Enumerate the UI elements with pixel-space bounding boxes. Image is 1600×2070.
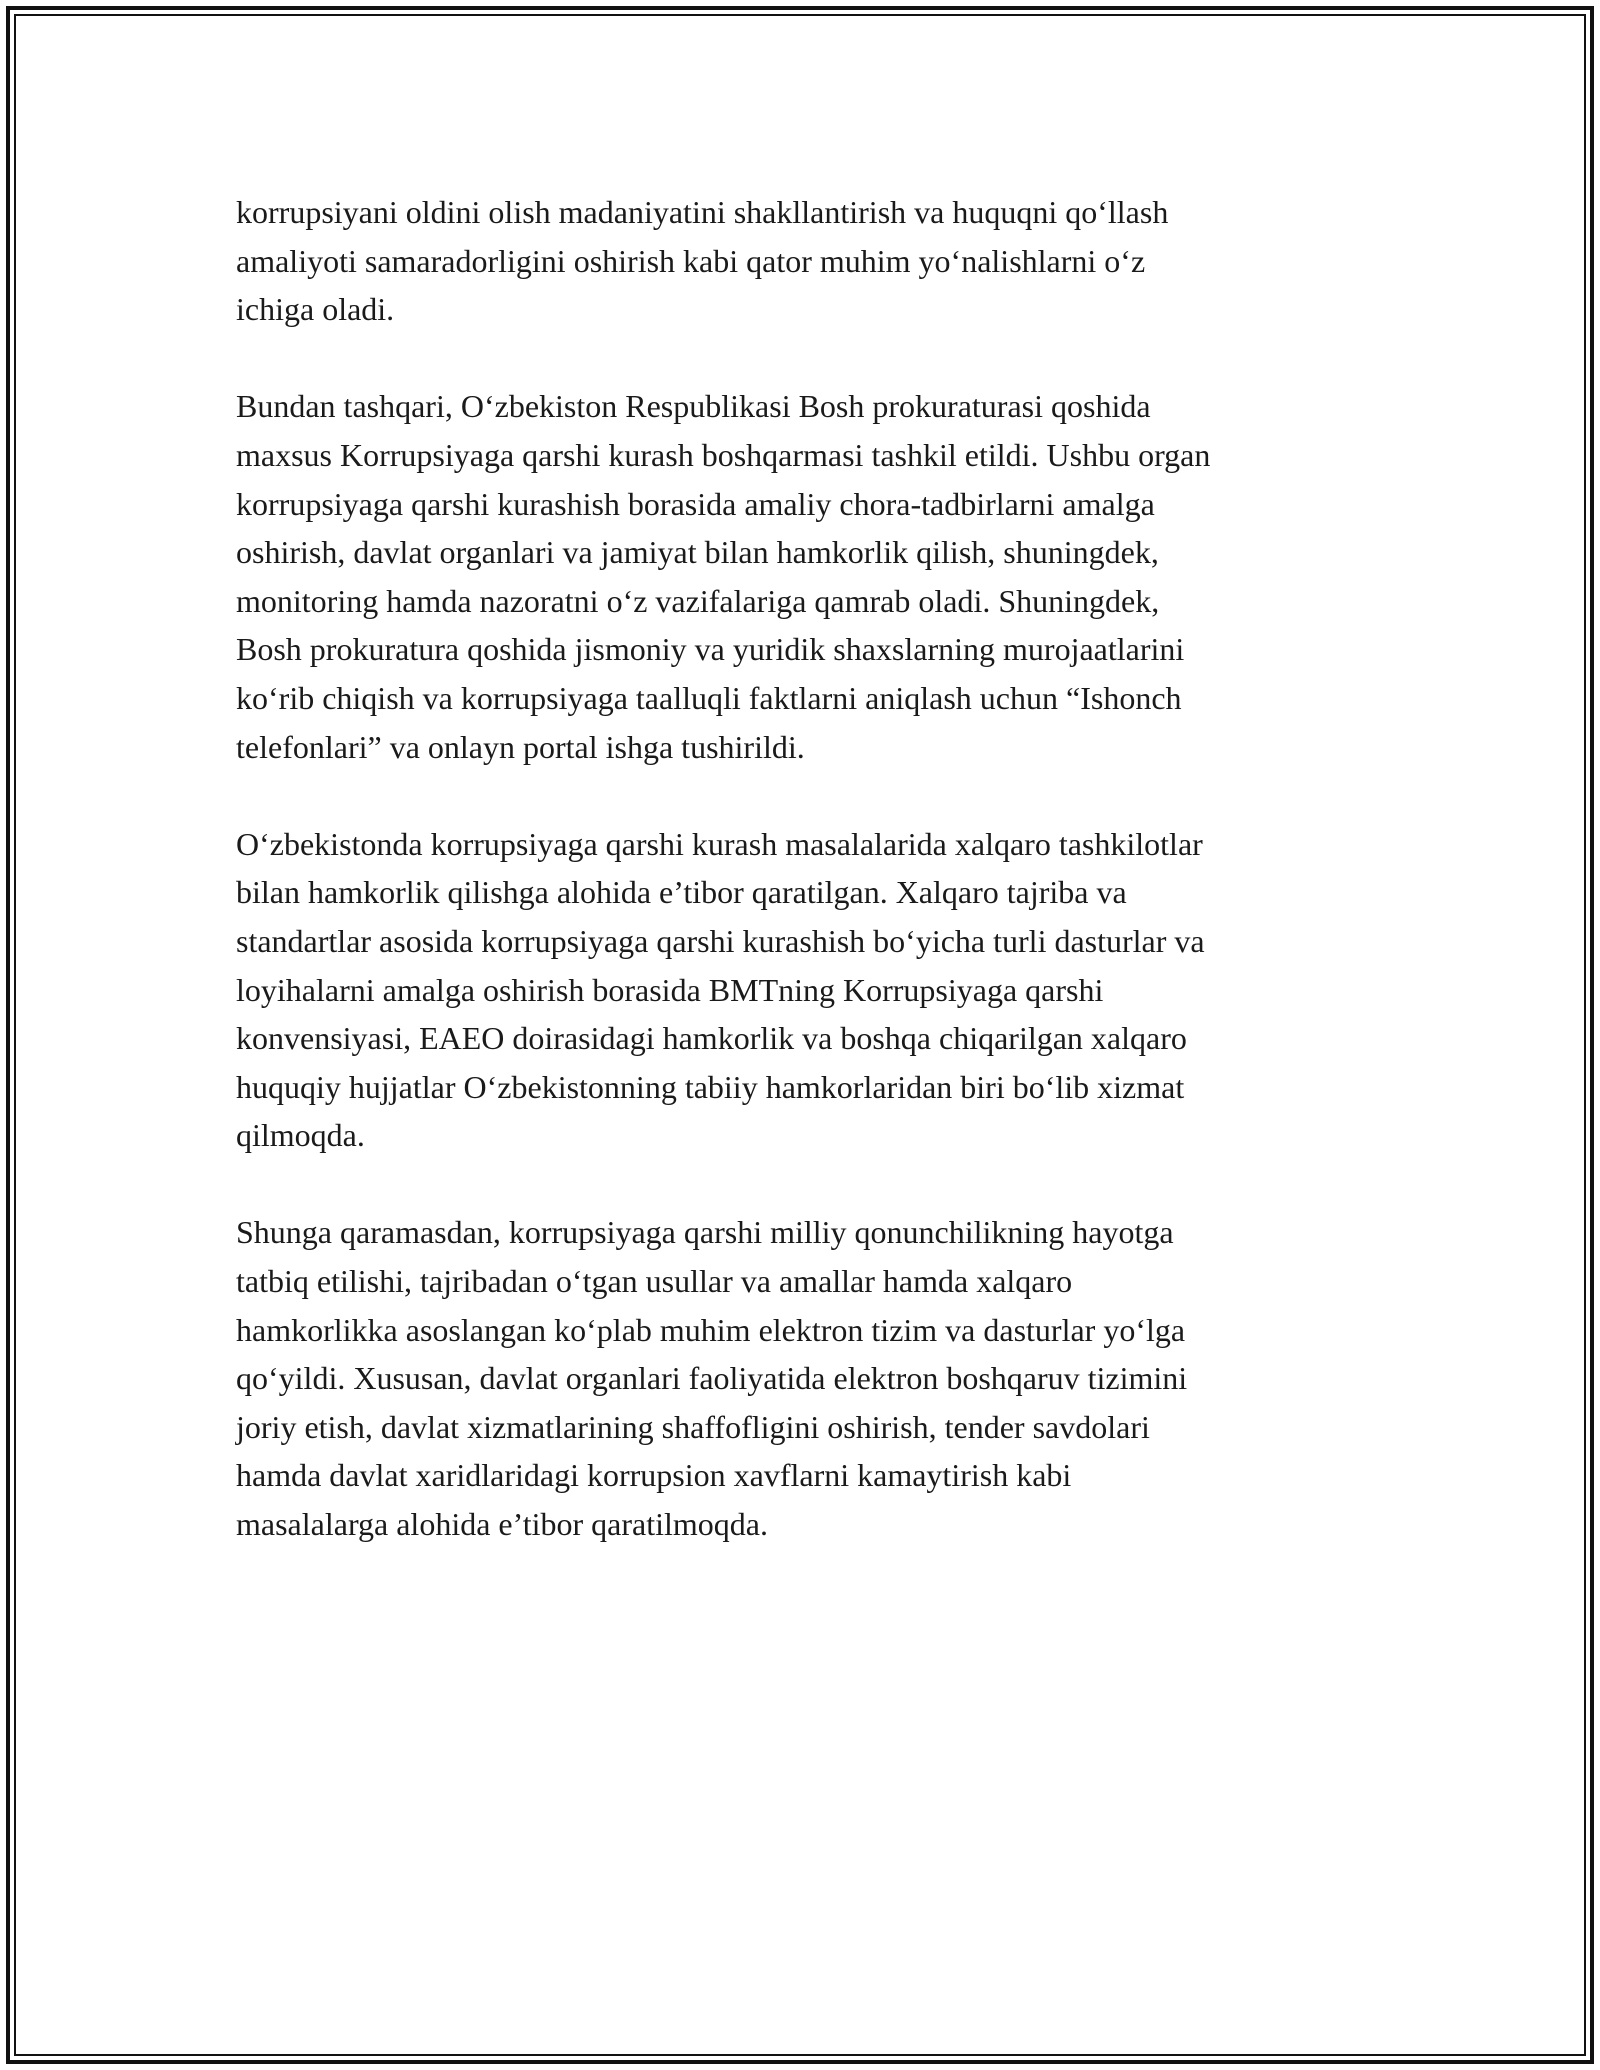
paragraph-1: korrupsiyani oldini olish madaniyatini shakllantirish va huquqni qo‘llash amaliyoti samaradorligini oshirish kabi qator muhim yo‘nalishlarni o‘z ichiga oladi. xyxy=(236,194,1169,328)
paragraph-4: Shunga qaramasdan, korrupsiyaga qarshi milliy qonunchilikning hayotga tatbiq etilishi, tajribadan o‘tgan usullar va amallar hamda xalqaro hamkorlikka asoslangan ko‘plab muhim elektron tizim va dasturlar yo‘lga qo‘yildi. Xususan, davlat organlari faoliyatida elektron boshqaruv tizimini joriy etish, davlat xizmatlarining shaffofligini oshirish, tender savdolari hamda davlat xaridlaridagi korrupsion xavflarni kamaytirish kabi masalalarga alohida e’tibor qaratilmoqda. xyxy=(236,1214,1188,1543)
document-body xyxy=(236,188,1356,1597)
paragraph-3: O‘zbekistonda korrupsiyaga qarshi kurash masalalarida xalqaro tashkilotlar bilan hamkorlik qilishga alohida e’tibor qaratilgan. Xalqaro tajriba va standartlar asosida korrupsiyaga qarshi kurashish bo‘yicha turli dasturlar va loyihalarni amalga oshirish borasida BMTning Korrupsiyaga qarshi konvensiyasi, EAEO doirasidagi hamkorlik va boshqa chiqarilgan xalqaro huquqiy hujjatlar O‘zbekistonning tabiiy hamkorlaridan biri bo‘lib xizmat qilmoqda. xyxy=(236,825,1205,1154)
paragraph-2: Bundan tashqari, O‘zbekiston Respublikasi Bosh prokuraturasi qoshida maxsus Korrupsiyaga qarshi kurash boshqarmasi tashkil etildi. Ushbu organ korrupsiyaga qarshi kurashish borasida amaliy chora-tadbirlarni amalga oshirish, davlat organlari va jamiyat bilan hamkorlik qilish, shuningdek, monitoring hamda nazoratni o‘z vazifalariga qamrab oladi. Shuningdek, Bosh prokuratura qoshida jismoniy va yuridik shaxslarning murojaatlarini ko‘rib chiqish va korrupsiyaga taalluqli faktlarni aniqlash uchun “Ishonch telefonlari” va onlayn portal ishga tushirildi. xyxy=(236,388,1211,765)
